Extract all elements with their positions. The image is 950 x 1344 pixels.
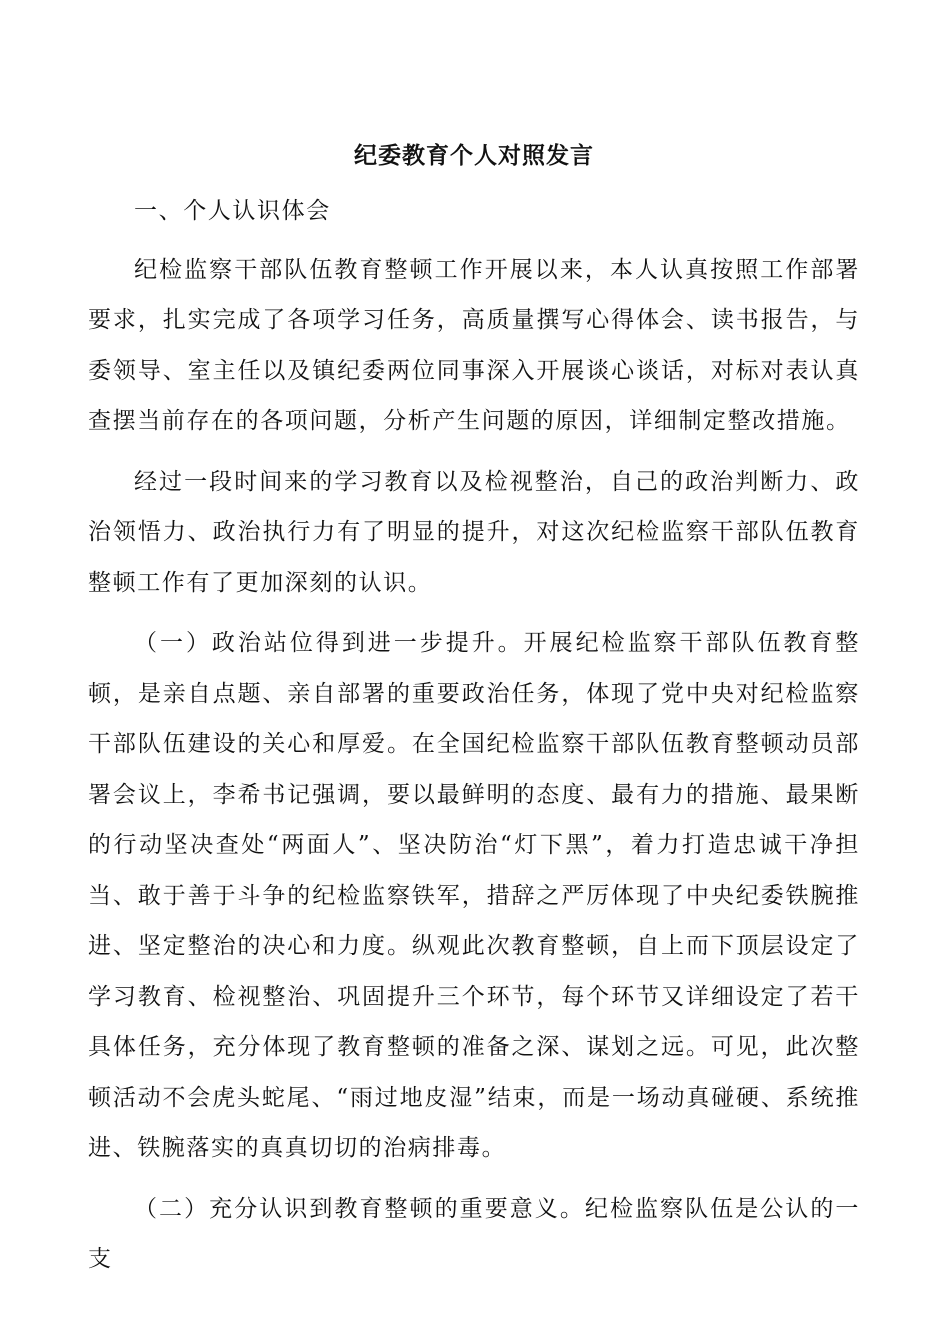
paragraph-point-two: （二）充分认识到教育整顿的重要意义。纪检监察队伍是公认的一支 [88, 1195, 860, 1272]
paragraph-point-one: （一）政治站位得到进一步提升。开展纪检监察干部队伍教育整顿，是亲自点题、亲自部署的重要政治任务，体现了党中央对纪检监察干部队伍建设的关心和厚爱。在全国纪检监察干部队伍教育整顿动员部署会议上，李希书记强调，要以最鲜明的态度、最有力的措施、最果断的行动坚决查处“两面人”、坚决防治“灯下黑”，着力打造忠诚干净担当、敢于善于斗争的纪检监察铁军，措辞之严厉体现了中央纪委铁腕推进、坚定整治的决心和力度。纵观此次教育整顿，自上而下顶层设定了学习教育、检视整治、巩固提升三个环节，每个环节又详细设定了若干具体任务，充分体现了教育整顿的准备之深、谋划之远。可见，此次整顿活动不会虎头蛇尾、“雨过地皮湿”结束，而是一场动真碰硬、系统推进、铁腕落实的真真切切的治病排毒。 [88, 630, 860, 1161]
paragraph-reflection: 经过一段时间来的学习教育以及检视整治，自己的政治判断力、政治领悟力、政治执行力有了明显的提升，对这次纪检监察干部队伍教育整顿工作有了更加深刻的认识。 [88, 468, 860, 596]
paragraph-intro: 纪检监察干部队伍教育整顿工作开展以来，本人认真按照工作部署要求，扎实完成了各项学习任务，高质量撰写心得体会、读书报告，与委领导、室主任以及镇纪委两位同事深入开展谈心谈话，对标对表认真查摆当前存在的各项问题，分析产生问题的原因，详细制定整改措施。 [88, 256, 860, 434]
document-title: 纪委教育个人对照发言 [354, 142, 594, 169]
document-page [88, 138, 860, 1289]
section-heading: 一、个人认识体会 [134, 198, 331, 224]
